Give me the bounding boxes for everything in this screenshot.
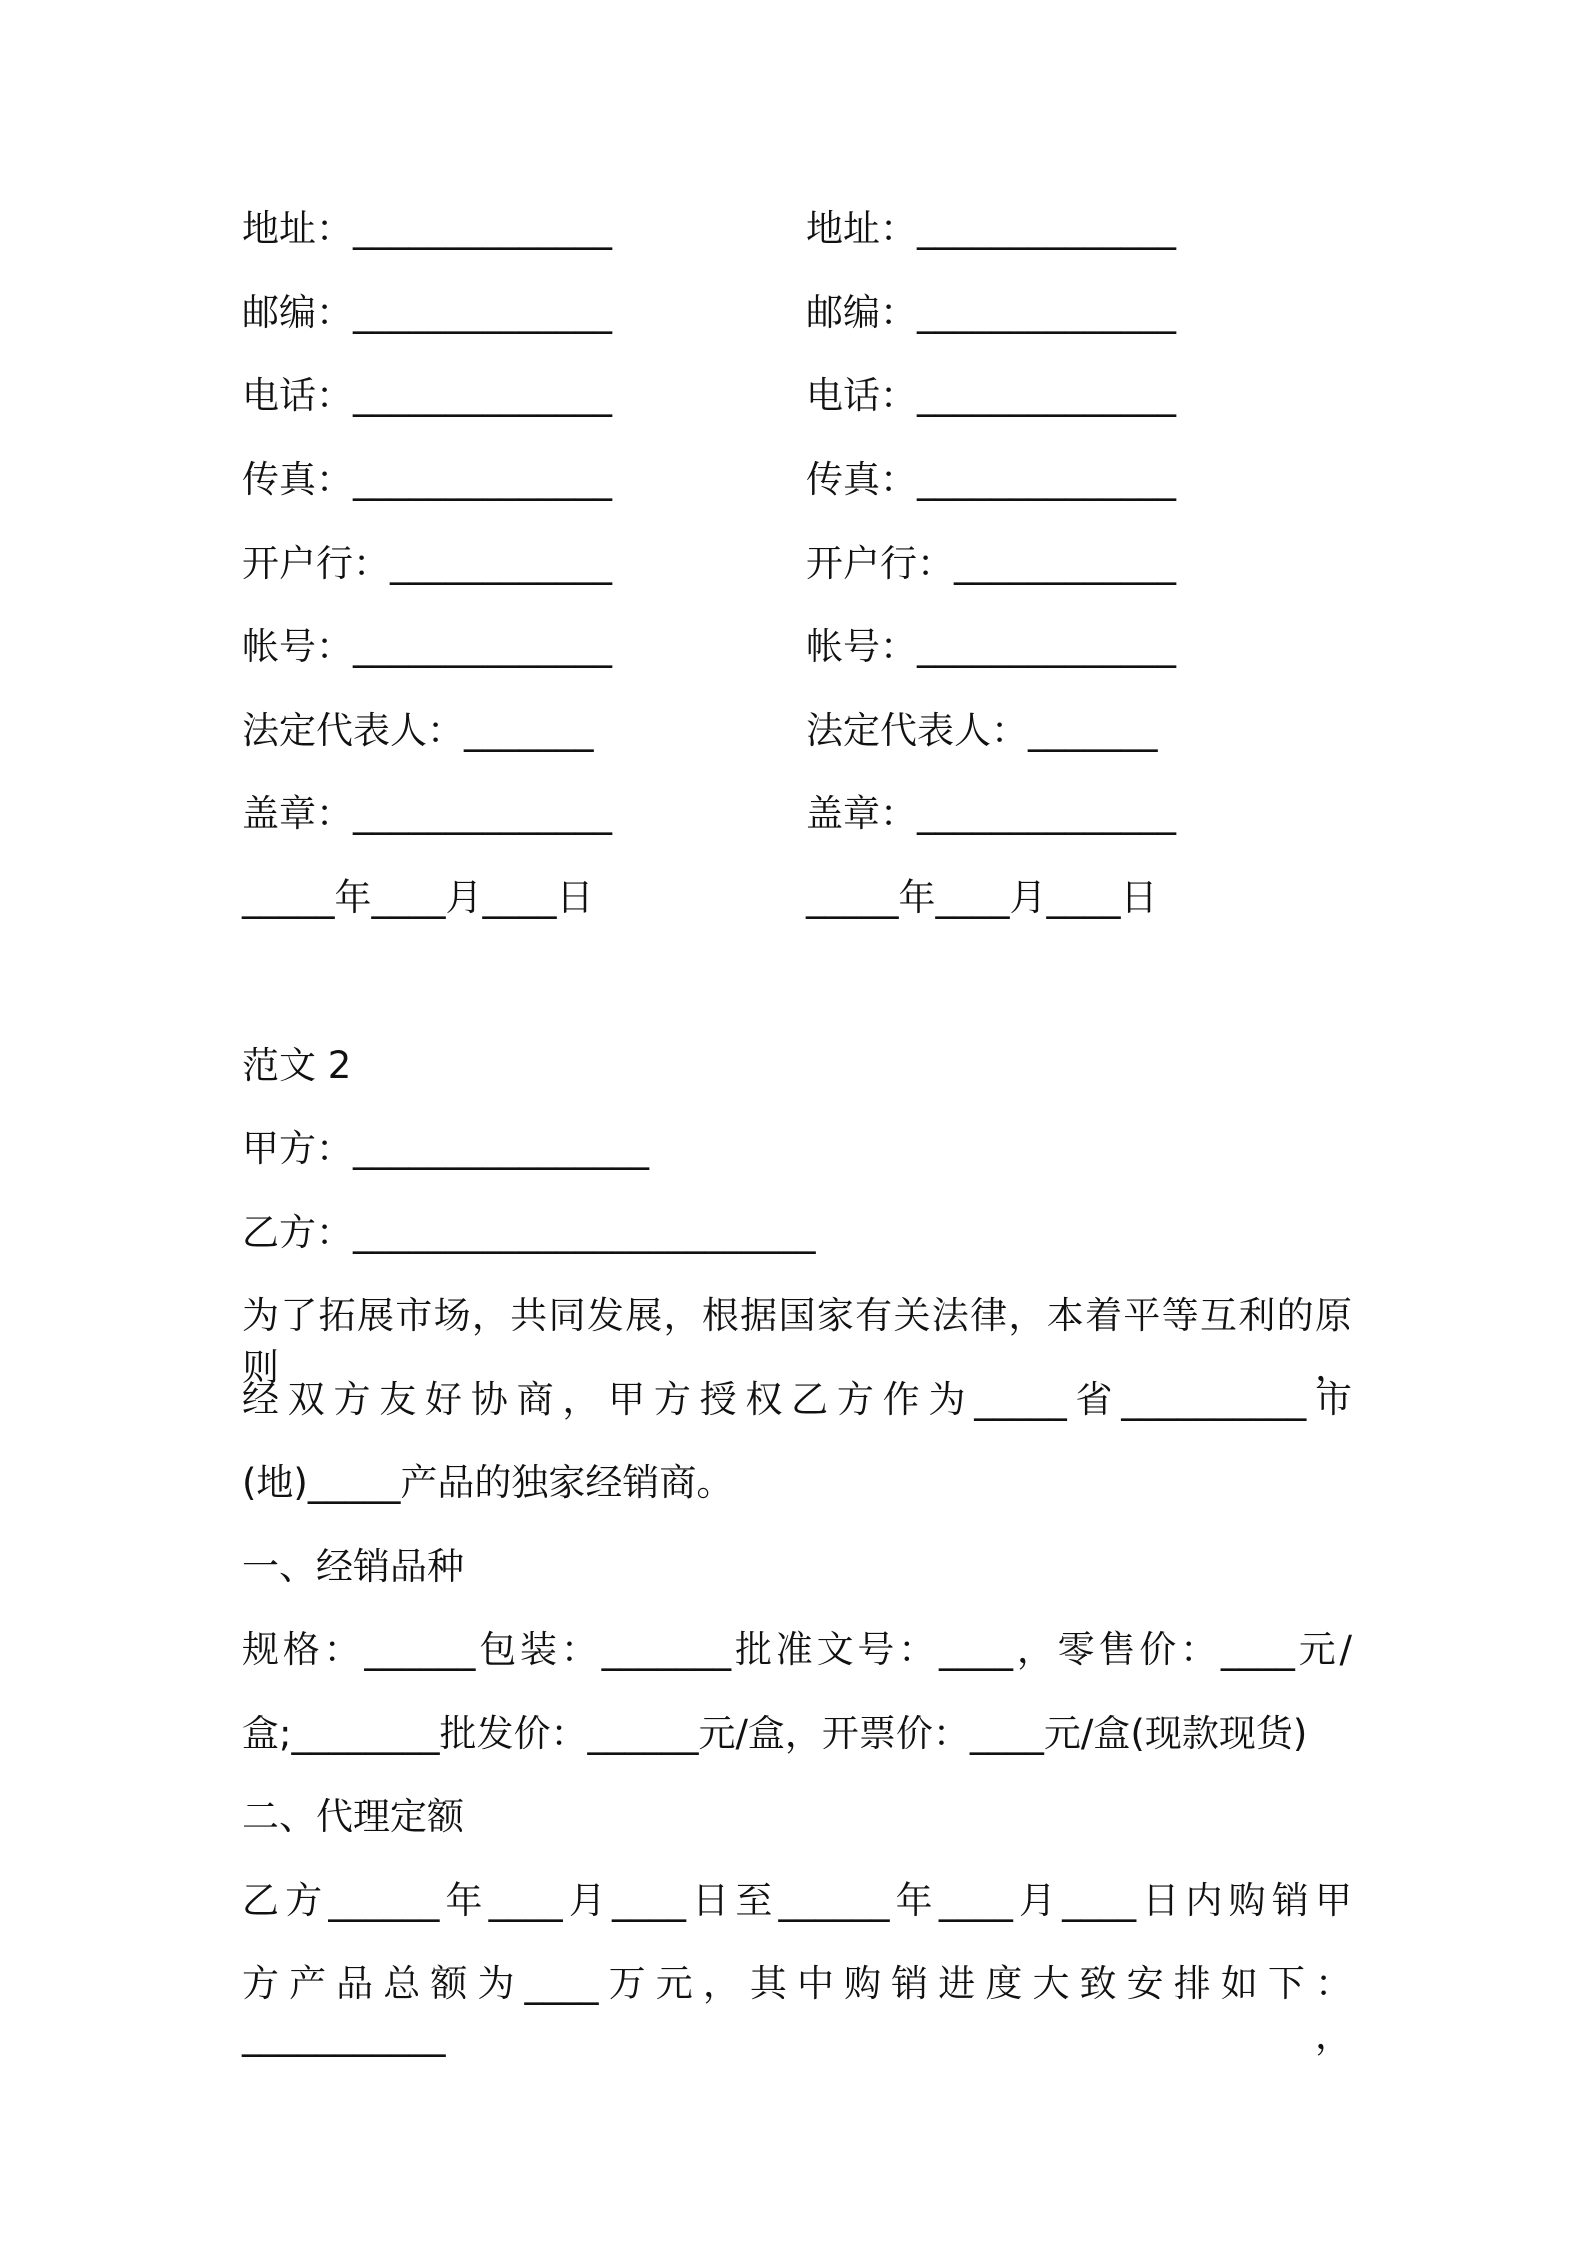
intro-line-1: 为了拓展市场，共同发展，根据国家有关法律，本着平等互利的原则， (242, 1294, 1352, 1389)
intro-line-3: (地)_____产品的独家经销商。 (242, 1461, 734, 1504)
party-b-account: 帐号：______________ (806, 625, 1176, 668)
party-a-bank: 开户行：____________ (242, 542, 612, 585)
intro-line-2: 经双方友好协商，甲方授权乙方作为_____省__________市 (242, 1378, 1352, 1421)
party-a-date: _____年____月____日 (242, 876, 594, 919)
quota-line-2: 方产品总额为____万元，其中购销进度大致安排如下：___________， (242, 1962, 1352, 2057)
party-b-legal-rep: 法定代表人：_______ (806, 709, 1158, 752)
party-b-seal: 盖章：______________ (806, 792, 1176, 835)
party-a-postcode: 邮编：______________ (242, 291, 612, 334)
party-a-seal: 盖章：______________ (242, 792, 612, 835)
heading-products: 一、经销品种 (242, 1545, 464, 1588)
party-a-phone: 电话：______________ (242, 374, 612, 417)
heading-quota: 二、代理定额 (242, 1795, 464, 1838)
spec-line-2: 盒;________批发价：______元/盒，开票价：____元/盒(现款现货) (242, 1712, 1308, 1755)
party-a-fax: 传真：______________ (242, 458, 612, 501)
party-b-phone: 电话：______________ (806, 374, 1176, 417)
quota-line-1: 乙方______年____月____日至______年____月____日内购销甲 (242, 1879, 1352, 1922)
section-title: 范文 2 (242, 1044, 352, 1087)
party-a-legal-rep: 法定代表人：_______ (242, 709, 594, 752)
party-b-fax: 传真：______________ (806, 458, 1176, 501)
party-b-date: _____年____月____日 (806, 876, 1158, 919)
party-a-line: 甲方：________________ (242, 1127, 649, 1170)
party-b-postcode: 邮编：______________ (806, 291, 1176, 334)
party-b-address: 地址：______________ (806, 207, 1176, 250)
party-b-line: 乙方：_________________________ (242, 1211, 816, 1254)
party-a-address: 地址：______________ (242, 207, 612, 250)
party-a-account: 帐号：______________ (242, 625, 612, 668)
spec-line-1: 规格：______包装：_______批准文号：____，零售价：____元/ (242, 1628, 1352, 1671)
party-b-bank: 开户行：____________ (806, 542, 1176, 585)
